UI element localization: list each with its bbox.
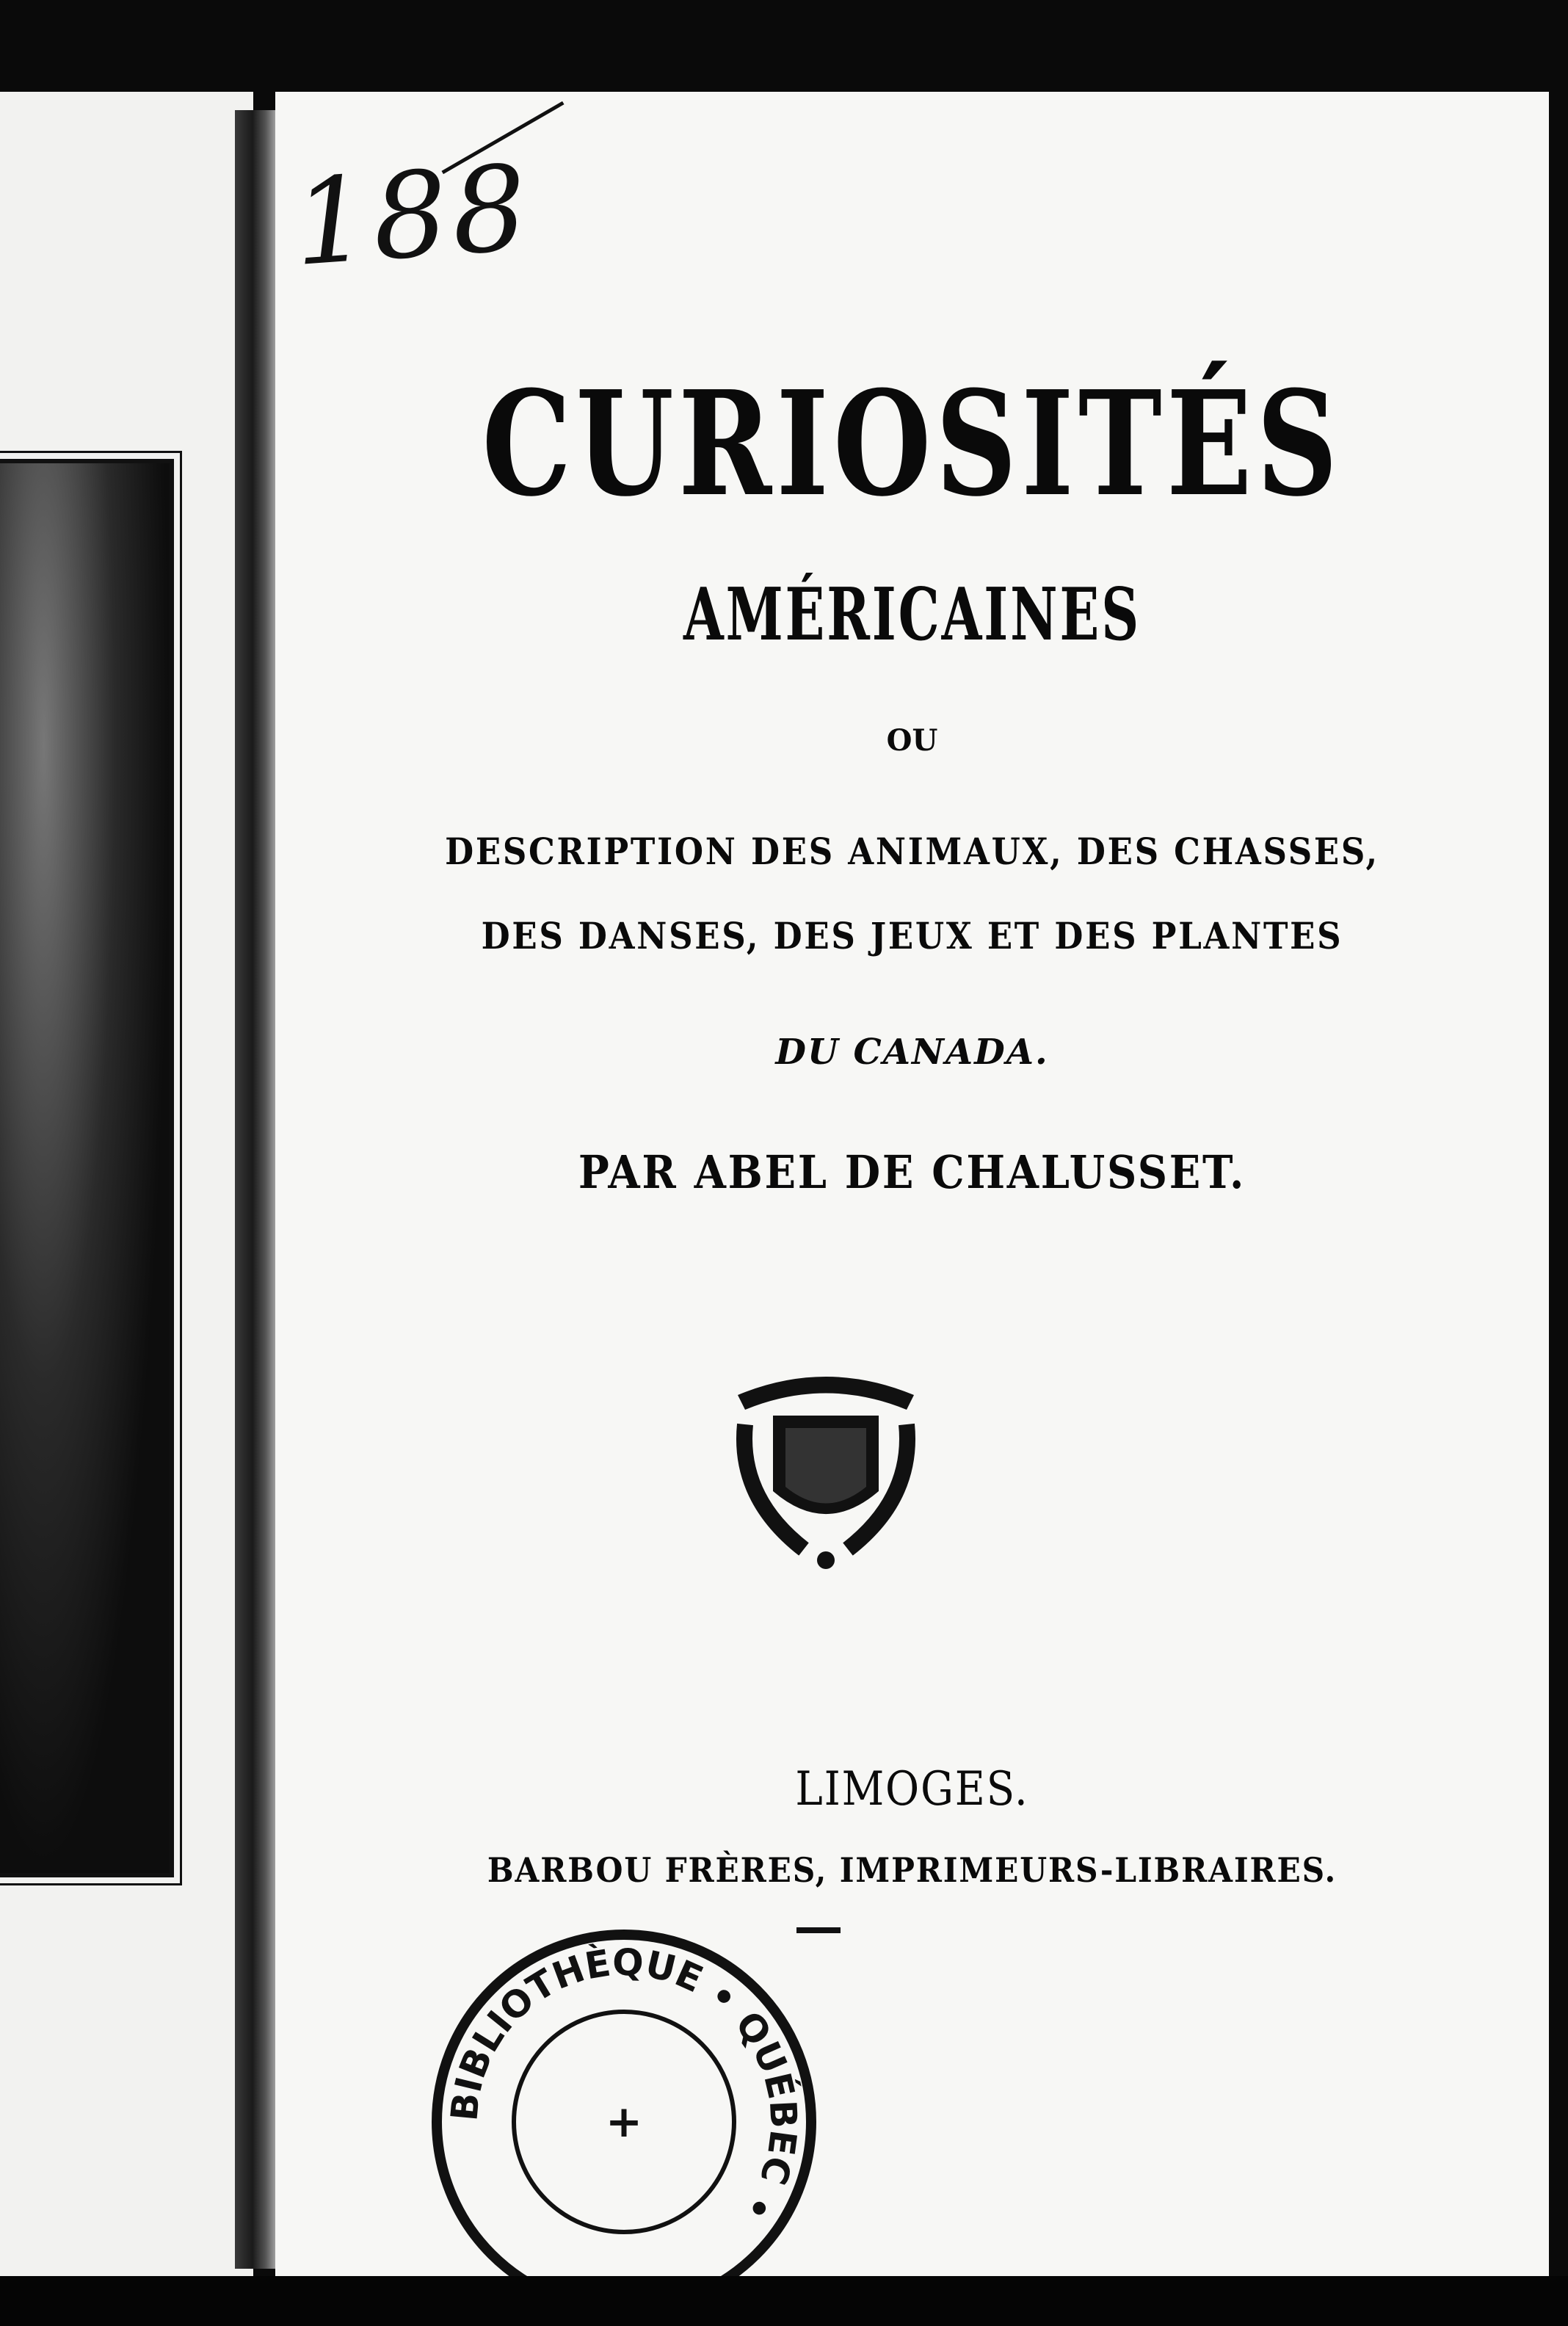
library-stamp-icon	[426, 1924, 822, 2320]
description-line-2: DES DANSES, DES JEUX ET DES PLANTES	[481, 914, 1343, 957]
publisher-emblem-icon	[723, 1351, 929, 1571]
conjunction-text: OU	[886, 723, 938, 758]
description-line-1: DESCRIPTION DES ANIMAUX, DES CHASSES,	[445, 830, 1379, 873]
stamp-center-mark: +	[605, 2096, 643, 2148]
scan-bottom-edge	[0, 2276, 1568, 2326]
stamp-ring-text: BIBLIOTHÈQUE • QUÉBEC •	[443, 1941, 805, 2229]
frontispiece-engraving	[0, 459, 174, 1877]
engraving-image	[0, 463, 170, 1873]
left-page	[0, 92, 253, 2287]
author-line: PAR ABEL DE CHALUSSET.	[578, 1145, 1246, 1199]
handwritten-shelfmark: 188	[288, 138, 536, 293]
book-gutter	[235, 110, 279, 2269]
imprint-publisher: BARBOU FRÈRES, IMPRIMEURS-LIBRAIRES.	[487, 1850, 1337, 1890]
imprint-city: LIMOGES.	[795, 1762, 1029, 1816]
book-subtitle: AMÉRICAINES	[683, 573, 1141, 657]
place-text: DU CANADA.	[775, 1032, 1049, 1073]
book-title: CURIOSITÉS	[482, 360, 1343, 529]
